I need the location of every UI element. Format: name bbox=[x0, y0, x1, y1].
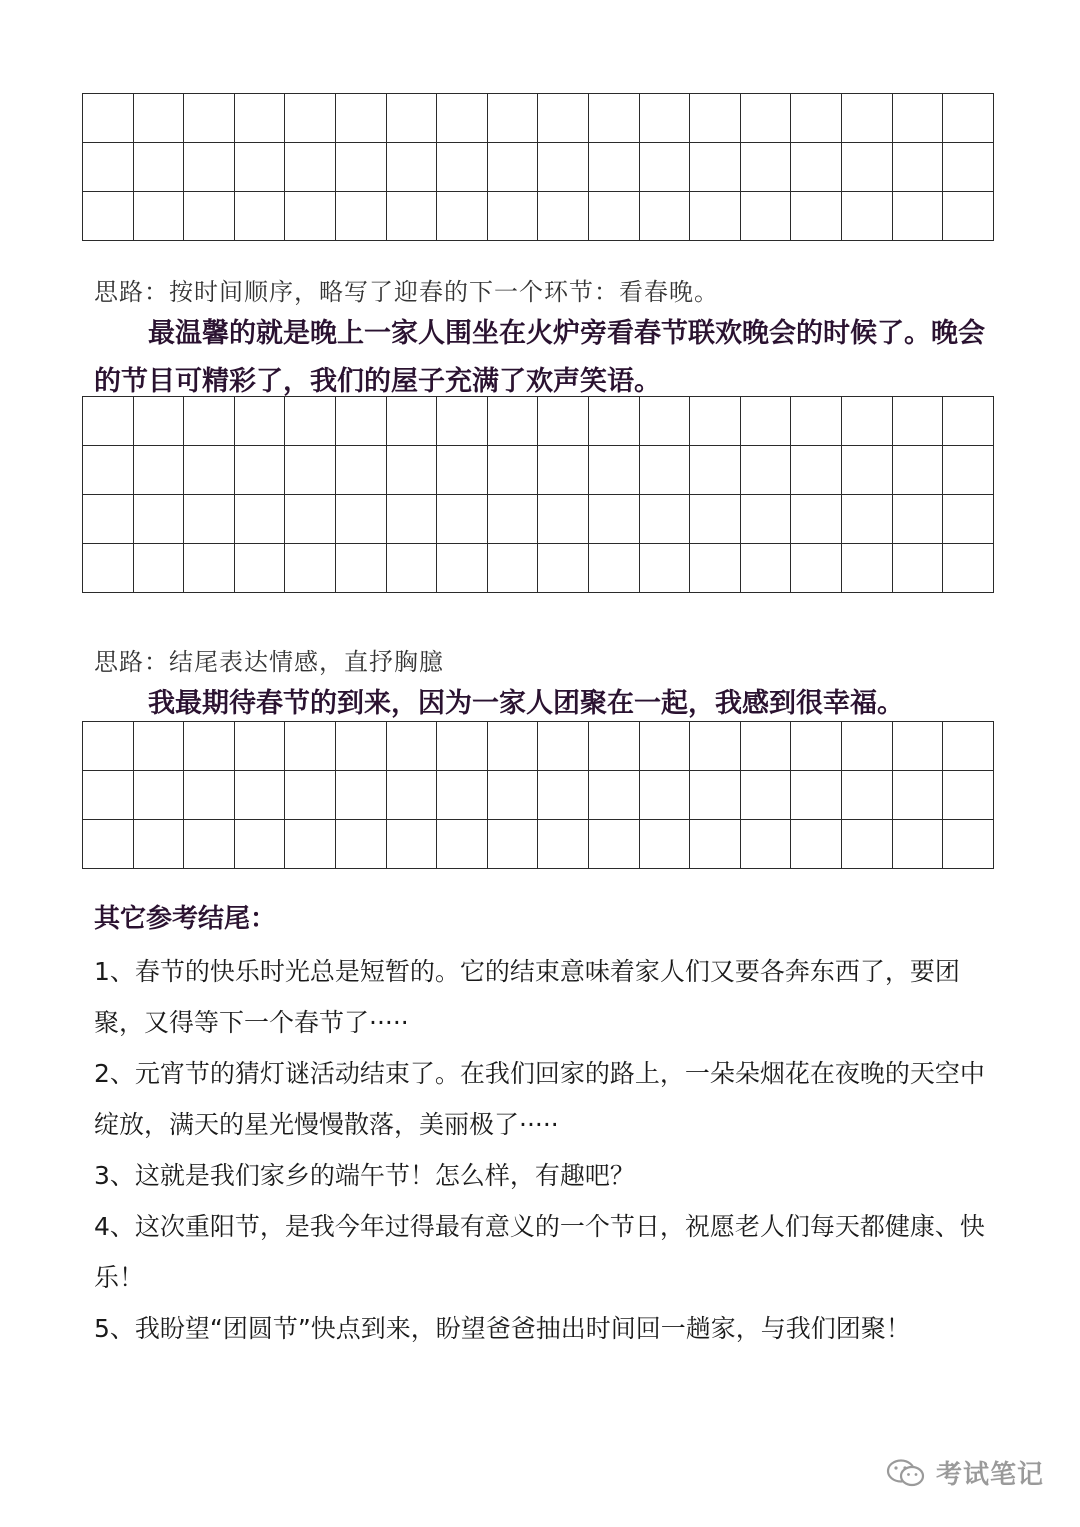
grid-cell bbox=[690, 192, 741, 241]
grid-cell bbox=[588, 397, 639, 446]
grid-cell bbox=[184, 544, 235, 593]
grid-cell bbox=[841, 722, 892, 771]
grid-cell bbox=[791, 446, 842, 495]
grid-cell bbox=[690, 771, 741, 820]
grid-cell bbox=[740, 722, 791, 771]
grid-cell bbox=[791, 94, 842, 143]
grid-cell bbox=[133, 94, 184, 143]
grid-cell bbox=[791, 397, 842, 446]
grid-cell bbox=[234, 722, 285, 771]
grid-cell bbox=[892, 722, 943, 771]
grid-row bbox=[83, 495, 994, 544]
grid-cell bbox=[639, 771, 690, 820]
grid-cell bbox=[234, 94, 285, 143]
grid-cell bbox=[335, 446, 386, 495]
writing-grid-3 bbox=[82, 721, 994, 869]
grid-cell bbox=[234, 820, 285, 869]
grid-cell bbox=[538, 192, 589, 241]
grid-cell bbox=[841, 820, 892, 869]
grid-cell bbox=[285, 544, 336, 593]
grid-cell bbox=[943, 397, 994, 446]
sample-paragraph-reunion: 我最期待春节的到来，因为一家人团聚在一起，我感到很幸福。 bbox=[148, 688, 904, 719]
grid-cell bbox=[588, 143, 639, 192]
grid-cell bbox=[133, 192, 184, 241]
grid-cell bbox=[437, 722, 488, 771]
grid-cell bbox=[487, 771, 538, 820]
grid-cell bbox=[386, 446, 437, 495]
ending-item: 2、元宵节的猜灯谜活动结束了。在我们回家的路上，一朵朵烟花在夜晚的天空中绽放，满天的星光慢慢散落，美丽极了····· bbox=[94, 1059, 985, 1139]
grid-cell bbox=[588, 544, 639, 593]
grid-cell bbox=[943, 192, 994, 241]
grid-cell bbox=[538, 722, 589, 771]
grid-cell bbox=[892, 446, 943, 495]
grid-cell bbox=[538, 820, 589, 869]
grid-cell bbox=[285, 446, 336, 495]
grid-row bbox=[83, 192, 994, 241]
grid-cell bbox=[841, 143, 892, 192]
grid-cell bbox=[841, 544, 892, 593]
grid-cell bbox=[892, 192, 943, 241]
grid-cell bbox=[133, 143, 184, 192]
grid-cell bbox=[791, 192, 842, 241]
grid-cell bbox=[285, 143, 336, 192]
grid-cell bbox=[386, 771, 437, 820]
grid-cell bbox=[83, 820, 134, 869]
grid-cell bbox=[740, 495, 791, 544]
grid-cell bbox=[184, 771, 235, 820]
grid-cell bbox=[791, 143, 842, 192]
grid-cell bbox=[690, 143, 741, 192]
grid-cell bbox=[487, 820, 538, 869]
grid-cell bbox=[234, 446, 285, 495]
grid-cell bbox=[943, 722, 994, 771]
grid-row bbox=[83, 94, 994, 143]
grid-cell bbox=[588, 820, 639, 869]
grid-cell bbox=[386, 94, 437, 143]
other-endings-heading: 其它参考结尾： bbox=[94, 904, 277, 934]
grid-cell bbox=[184, 94, 235, 143]
grid-cell bbox=[841, 771, 892, 820]
grid-cell bbox=[487, 544, 538, 593]
grid-cell bbox=[285, 192, 336, 241]
grid-cell bbox=[133, 771, 184, 820]
grid-row bbox=[83, 397, 994, 446]
grid-row bbox=[83, 722, 994, 771]
grid-cell bbox=[83, 397, 134, 446]
watermark bbox=[886, 1454, 1044, 1491]
grid-cell bbox=[335, 192, 386, 241]
grid-cell bbox=[133, 544, 184, 593]
grid-cell bbox=[538, 94, 589, 143]
grid-cell bbox=[184, 820, 235, 869]
grid-cell bbox=[943, 94, 994, 143]
grid-cell bbox=[386, 397, 437, 446]
grid-cell bbox=[740, 143, 791, 192]
grid-cell bbox=[690, 820, 741, 869]
grid-cell bbox=[538, 495, 589, 544]
grid-cell bbox=[437, 544, 488, 593]
grid-cell bbox=[740, 94, 791, 143]
grid-cell bbox=[133, 495, 184, 544]
grid-cell bbox=[588, 446, 639, 495]
grid-cell bbox=[83, 771, 134, 820]
grid-cell bbox=[892, 143, 943, 192]
hint-time-order: 思路：按时间顺序，略写了迎春的下一个环节：看春晚。 bbox=[94, 278, 719, 306]
ending-item: 4、这次重阳节，是我今年过得最有意义的一个节日，祝愿老人们每天都健康、快乐！ bbox=[94, 1212, 985, 1292]
grid-cell bbox=[639, 94, 690, 143]
grid-cell bbox=[83, 446, 134, 495]
grid-cell bbox=[538, 771, 589, 820]
grid-cell bbox=[538, 544, 589, 593]
grid-cell bbox=[487, 143, 538, 192]
grid-cell bbox=[386, 820, 437, 869]
grid-cell bbox=[538, 446, 589, 495]
grid-cell bbox=[437, 771, 488, 820]
grid-cell bbox=[335, 143, 386, 192]
grid-cell bbox=[841, 446, 892, 495]
grid-cell bbox=[841, 397, 892, 446]
grid-cell bbox=[487, 495, 538, 544]
grid-cell bbox=[943, 143, 994, 192]
grid-cell bbox=[487, 397, 538, 446]
grid-cell bbox=[892, 544, 943, 593]
grid-row bbox=[83, 446, 994, 495]
grid-cell bbox=[841, 495, 892, 544]
grid-cell bbox=[538, 143, 589, 192]
grid-cell bbox=[234, 143, 285, 192]
grid-cell bbox=[437, 94, 488, 143]
grid-cell bbox=[386, 143, 437, 192]
grid-cell bbox=[437, 192, 488, 241]
grid-cell bbox=[588, 722, 639, 771]
grid-cell bbox=[83, 143, 134, 192]
grid-cell bbox=[690, 722, 741, 771]
grid-cell bbox=[639, 143, 690, 192]
grid-cell bbox=[487, 722, 538, 771]
grid-cell bbox=[841, 94, 892, 143]
grid-cell bbox=[588, 771, 639, 820]
watermark-text: 考试笔记 bbox=[935, 1460, 1044, 1490]
grid-cell bbox=[588, 495, 639, 544]
grid-row bbox=[83, 771, 994, 820]
grid-cell bbox=[841, 192, 892, 241]
grid-cell bbox=[892, 397, 943, 446]
grid-cell bbox=[588, 192, 639, 241]
ending-item: 3、这就是我们家乡的端午节！怎么样，有趣吧？ bbox=[94, 1161, 635, 1190]
grid-cell bbox=[234, 192, 285, 241]
grid-cell bbox=[943, 446, 994, 495]
grid-cell bbox=[83, 192, 134, 241]
grid-cell bbox=[335, 820, 386, 869]
grid-cell bbox=[740, 192, 791, 241]
grid-cell bbox=[740, 820, 791, 869]
grid-cell bbox=[386, 192, 437, 241]
grid-cell bbox=[133, 397, 184, 446]
grid-cell bbox=[740, 446, 791, 495]
grid-cell bbox=[639, 820, 690, 869]
grid-cell bbox=[943, 544, 994, 593]
grid-cell bbox=[791, 495, 842, 544]
grid-cell bbox=[234, 771, 285, 820]
grid-cell bbox=[639, 192, 690, 241]
grid-cell bbox=[335, 397, 386, 446]
grid-cell bbox=[335, 771, 386, 820]
grid-cell bbox=[943, 771, 994, 820]
grid-cell bbox=[133, 820, 184, 869]
grid-cell bbox=[690, 94, 741, 143]
grid-cell bbox=[83, 495, 134, 544]
grid-cell bbox=[487, 446, 538, 495]
grid-cell bbox=[234, 495, 285, 544]
grid-cell bbox=[892, 495, 943, 544]
grid-cell bbox=[487, 94, 538, 143]
grid-cell bbox=[285, 94, 336, 143]
writing-grid-2 bbox=[82, 396, 994, 593]
grid-cell bbox=[639, 722, 690, 771]
grid-cell bbox=[184, 446, 235, 495]
grid-cell bbox=[943, 495, 994, 544]
grid-cell bbox=[335, 544, 386, 593]
grid-cell bbox=[335, 722, 386, 771]
grid-cell bbox=[285, 820, 336, 869]
grid-cell bbox=[234, 397, 285, 446]
grid-cell bbox=[690, 397, 741, 446]
grid-cell bbox=[437, 820, 488, 869]
grid-cell bbox=[184, 143, 235, 192]
grid-cell bbox=[83, 544, 134, 593]
writing-grid-1 bbox=[82, 93, 994, 241]
grid-cell bbox=[892, 94, 943, 143]
sample-paragraph-spring-gala: 最温馨的就是晚上一家人围坐在火炉旁看春节联欢晚会的时候了。晚会的节目可精彩了，我们的屋子充满了欢声笑语。 bbox=[94, 318, 985, 397]
grid-cell bbox=[892, 771, 943, 820]
other-endings-list bbox=[94, 946, 999, 1354]
grid-cell bbox=[83, 722, 134, 771]
wechat-icon bbox=[886, 1458, 926, 1488]
grid-cell bbox=[690, 495, 741, 544]
grid-cell bbox=[285, 722, 336, 771]
grid-cell bbox=[943, 820, 994, 869]
grid-cell bbox=[639, 397, 690, 446]
grid-cell bbox=[690, 446, 741, 495]
grid-cell bbox=[487, 192, 538, 241]
grid-cell bbox=[184, 495, 235, 544]
grid-cell bbox=[437, 143, 488, 192]
grid-cell bbox=[184, 192, 235, 241]
grid-cell bbox=[791, 771, 842, 820]
grid-cell bbox=[740, 397, 791, 446]
grid-cell bbox=[791, 820, 842, 869]
grid-cell bbox=[386, 495, 437, 544]
grid-cell bbox=[335, 94, 386, 143]
grid-cell bbox=[639, 446, 690, 495]
grid-cell bbox=[437, 495, 488, 544]
grid-cell bbox=[740, 544, 791, 593]
grid-cell bbox=[133, 722, 184, 771]
grid-cell bbox=[285, 771, 336, 820]
grid-cell bbox=[133, 446, 184, 495]
grid-cell bbox=[791, 544, 842, 593]
ending-item: 5、我盼望“团圆节”快点到来，盼望爸爸抽出时间回一趟家，与我们团聚！ bbox=[94, 1314, 911, 1343]
grid-cell bbox=[437, 446, 488, 495]
grid-cell bbox=[386, 544, 437, 593]
grid-cell bbox=[437, 397, 488, 446]
grid-cell bbox=[285, 495, 336, 544]
grid-cell bbox=[690, 544, 741, 593]
grid-cell bbox=[184, 397, 235, 446]
grid-cell bbox=[639, 495, 690, 544]
ending-item: 1、春节的快乐时光总是短暂的。它的结束意味着家人们又要各奔东西了，要团聚，又得等下一个春节了····· bbox=[94, 957, 960, 1037]
grid-cell bbox=[83, 94, 134, 143]
grid-cell bbox=[335, 495, 386, 544]
grid-cell bbox=[588, 94, 639, 143]
grid-cell bbox=[791, 722, 842, 771]
grid-cell bbox=[386, 722, 437, 771]
grid-cell bbox=[184, 722, 235, 771]
grid-cell bbox=[285, 397, 336, 446]
grid-row bbox=[83, 544, 994, 593]
grid-cell bbox=[892, 820, 943, 869]
grid-row bbox=[83, 143, 994, 192]
grid-row bbox=[83, 820, 994, 869]
grid-cell bbox=[234, 544, 285, 593]
hint-express-feelings: 思路：结尾表达情感，直抒胸臆 bbox=[94, 648, 444, 676]
grid-cell bbox=[639, 544, 690, 593]
grid-cell bbox=[538, 397, 589, 446]
grid-cell bbox=[740, 771, 791, 820]
